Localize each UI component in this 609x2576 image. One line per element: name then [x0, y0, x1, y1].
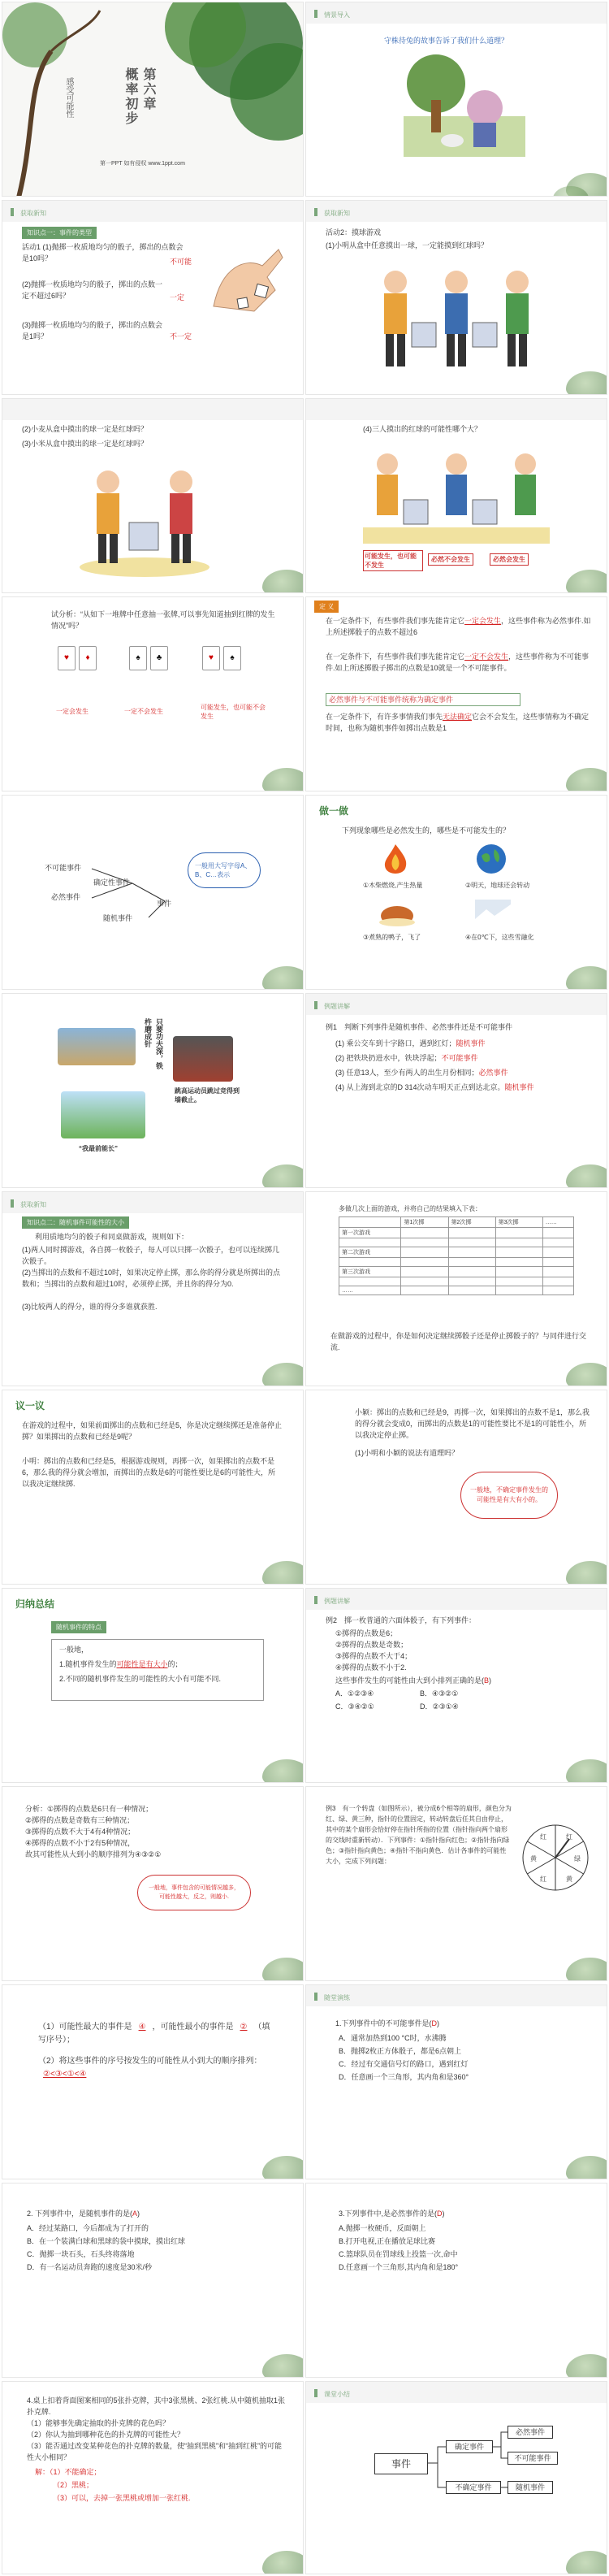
slide-practice3	[305, 2183, 607, 2378]
table-row	[339, 1277, 574, 1286]
spinner-label: 红	[540, 1833, 546, 1841]
example1-item-1: (1) 乘公交车到十字路口，遇到红灯；随机事件	[335, 1039, 486, 1047]
title-sub: 感受可能性	[64, 77, 73, 118]
three-boxes-illustration	[363, 440, 550, 545]
table-footnote: 在做游戏的过程中，你是如何决定继续掷骰子还是停止掷骰子的？与同伴进行交流.	[330, 1332, 587, 1351]
analysis-1: 分析：①掷得的点数是6只有一种情况；	[25, 1805, 153, 1813]
option-c: C．③④②①	[335, 1702, 374, 1711]
duck-icon	[379, 900, 415, 927]
knowledge-tag: 知识点一：事件的类型	[22, 227, 97, 239]
game-rule-1: (1)两人同时掷游戏，各自掷一枚骰子，每人可以只掷一次骰子，也可以连续掷几次骰子。	[22, 1246, 280, 1265]
activity-q3: (3)抛掷一枚质地均匀的骰子，掷出的点数会是1吗？	[22, 321, 163, 340]
try-item-2: ②明天，地球还会转动	[465, 882, 530, 889]
table-caption: 多做几次上面的游戏，并将自己的结果填入下表：	[339, 1205, 482, 1212]
example2-item-1: ①掷得的点数是6；	[335, 1629, 398, 1637]
table-row: ……	[339, 1286, 574, 1295]
spinner-label: 绿	[574, 1855, 581, 1863]
node-event: 事件	[157, 900, 172, 908]
option-a: A．①②③④	[335, 1689, 374, 1698]
table-header: 第1次掷	[401, 1217, 448, 1228]
option-d: D．②③①④	[420, 1702, 459, 1711]
slide-summary-map	[305, 2381, 607, 2574]
result-random: 可能发生，也可能不会发生	[201, 704, 266, 720]
practice4-q3: （3）能否通过改变某种花色的扑克牌的数量，使“抽到黑桃”和“抽到红桃”的可能性大小相同？	[27, 2442, 282, 2461]
three-kids-illustration	[371, 258, 542, 379]
section-label: 例题讲解	[324, 1003, 350, 1010]
conclusion-1: 可能发生，也可能不发生	[363, 550, 423, 571]
practice4-q1: （1）能够事先确定抽取的扑克牌的花色吗？	[27, 2419, 171, 2427]
summary-undetermined: 不确定事件	[446, 2481, 501, 2494]
photo-workers	[58, 1028, 136, 1065]
discuss-xiaoying: 小颖：掷出的点数和已经是9，再掷一次，如果掷出的点数不是1，那么我的得分就会变成0，而掷出的点数是1的可能性要比不是1的可能性小，所以我决定停止掷。	[355, 1408, 590, 1439]
two-kids-illustration	[76, 458, 214, 579]
table-header-row	[339, 1217, 574, 1228]
snow-icon	[475, 900, 511, 927]
node-random: 随机事件	[103, 914, 133, 922]
option-a: A．通常加热到100 °C时，水沸腾	[339, 2034, 447, 2042]
section-label: 随堂演练	[324, 1994, 350, 2001]
game-rule-3: (3)比较两人的得分，谁的得分多谁就获胜.	[22, 1303, 158, 1311]
knowledge-tag: 知识点二：随机事件可能性的大小	[22, 1216, 129, 1229]
discuss-question: 在游戏的过程中，如果前面掷出的点数和已经是5，你是决定继续掷还是准备停止掷？如果掷出的点数和已经是9呢？	[22, 1421, 283, 1441]
slide-example3	[305, 1786, 607, 1981]
spinner-wheel	[520, 1823, 590, 1893]
section-label: 获取新知	[20, 210, 46, 217]
table-row: 第二次游戏	[339, 1247, 574, 1258]
slide-ball-q4	[305, 398, 607, 593]
example3-answer-1: （1）可能性最大的事件是 ④ ，可能性最小的事件是 ② （填写序号）；	[38, 2023, 270, 2045]
try-item-4: ④在0℃下，这些雪融化	[465, 934, 534, 941]
option-d: D．任意画一个三角形，其内角和是360°	[339, 2073, 469, 2081]
analysis-4: ④掷得的点数不小于2有5种情况，	[25, 1839, 136, 1847]
activity-q2: (2)抛掷一枚质地均匀的骰子，掷出的点数一定不超过6吗？	[22, 280, 163, 300]
section-tag: 归纳总结	[11, 1595, 59, 1612]
summary-intro: 一般地，	[59, 1646, 89, 1654]
result-certain: 一定会发生	[56, 708, 89, 715]
caption-3: “我最前能长”	[79, 1145, 118, 1152]
slide-cards	[2, 596, 304, 791]
rabbit-tree-illustration	[404, 51, 525, 157]
node-certain: 必然事件	[51, 893, 81, 901]
practice4-answer-3: （3）可以，去掉一张黑桃或增加一张红桃.	[53, 2494, 191, 2502]
slide-event-types	[2, 200, 304, 395]
slide-definition	[305, 596, 607, 791]
earth-icon	[475, 843, 508, 875]
definition-badge: 定 义	[314, 601, 339, 613]
option-c: C．抛掷一块石头，石头终将落地	[27, 2250, 135, 2258]
section-label: 获取新知	[324, 210, 350, 217]
caption-1: 只要功夫深，铁杵磨成针	[144, 1018, 163, 1069]
question-2: (2)小麦从盒中摸出的球一定是红球吗？	[22, 425, 149, 433]
cards-question: 试分析：“从如下一堆牌中任意抽一张牌,可以事先知道抽到红牌的发生情况”吗？	[51, 610, 275, 630]
photo-highjump	[173, 1036, 233, 1082]
summary-impossible: 不可能事件	[508, 2452, 558, 2465]
slide-intro	[305, 2, 607, 197]
dice-record-table	[339, 1216, 574, 1295]
example3-question: 例3 有一个转盘（如图所示），被分成6个相等的扇形，颜色分为红、绿、黄三种，指针的位置固定，转动转盘后任其自由停止，其中的某个扇形会恰好停在指针所指的位置（指针指向两个扇形的交线时重新转动）．下列事件：①指针指向红色；②指针指向绿色；③指针指向黄色；④指针不指向黄色．估计各事件的可能性大小，完成下列问题：	[326, 1805, 512, 1865]
spinner-label: 红	[540, 1876, 546, 1883]
def-certain: 在一定条件下，有些事件我们事先能肯定它一定会发生，这些事件称为必然事件.如上所述掷骰子的点数不超过6	[326, 617, 591, 636]
slide-dice-table	[305, 1191, 607, 1386]
def-determined: 必然事件与不可能事件统称为确定事件	[326, 693, 520, 706]
answer-3: 不一定	[170, 332, 192, 340]
practice2-question: 2. 下列事件中，是随机事件的是(A)	[27, 2210, 140, 2218]
option-c: C．经过有交通信号灯的路口，遇到红灯	[339, 2060, 469, 2068]
table-row	[339, 1258, 574, 1267]
result-impossible: 一定不会发生	[124, 708, 163, 715]
slide-example3-answer	[2, 1984, 304, 2179]
card-diamond: ♦	[79, 646, 97, 670]
activity-title: 活动2：摸球游戏	[326, 228, 382, 236]
table-row: 第一次游戏	[339, 1228, 574, 1238]
card-heart-2: ♥	[202, 646, 220, 670]
option-a: A．经过某路口，今后都成为了打开的	[27, 2224, 149, 2232]
intro-question: 守株待兔的故事告诉了我们什么道理？	[384, 37, 509, 45]
answer-1: 不可能	[170, 258, 192, 266]
summary-point-1: 1.随机事件发生的可能性是有大小的；	[59, 1660, 183, 1668]
caption-2: 跳高运动员跳过竞得到墙截止。	[175, 1087, 240, 1104]
conclusion-2: 必然不会发生	[428, 553, 473, 566]
cards-group-3	[202, 646, 241, 670]
summary-map-lines	[306, 2382, 607, 2574]
cards-group-1	[58, 646, 97, 670]
try-question: 下列现象哪些是必然发生的，哪些是不可能发生的？	[342, 826, 511, 835]
practice3-question: 3.下列事件中,是必然事件的是(D)	[339, 2210, 445, 2218]
option-b: B．抛掷2枚正方体骰子，都是6点朝上	[339, 2047, 462, 2055]
cards-group-2	[129, 646, 168, 670]
section-label: 获取新知	[20, 1201, 46, 1208]
discuss-bubble: 一般地，不确定事件发生的可能性是有大有小的。	[460, 1472, 558, 1519]
slide-example1	[305, 993, 607, 1188]
try-item-1: ①木柴燃烧,产生热量	[363, 882, 423, 889]
photo-field	[61, 1091, 145, 1138]
card-club: ♣	[150, 646, 168, 670]
option-d: D.任意画一个三角形,其内角和是180°	[339, 2263, 459, 2271]
section-label: 例题讲解	[324, 1598, 350, 1605]
discuss-q1: (1)小明和小颖的说法有道理吗？	[355, 1449, 460, 1457]
slide-analysis	[2, 1786, 304, 1981]
activity-q1: 活动1 (1)抛掷一枚质地均匀的骰子，掷出的点数会是10吗？	[22, 243, 184, 262]
slide-discuss	[2, 1390, 304, 1585]
section-tag: 做一做	[314, 802, 353, 819]
try-item-3: ③煮熟的鸭子，飞了	[363, 934, 421, 941]
title-footer: 第一PPT 如有侵权 www.1ppt.com	[100, 161, 185, 167]
conclusion-3: 必然会发生	[490, 553, 529, 566]
summary-certain: 必然事件	[508, 2426, 553, 2439]
slide-practice1	[305, 1984, 607, 2179]
slide-event-tree	[2, 795, 304, 990]
slide-ball-game	[305, 200, 607, 395]
node-determined: 确定性事件	[93, 878, 131, 887]
card-spade: ♠	[129, 646, 147, 670]
practice4-question: 4.桌上扣着背面图案相同的5张扑克牌，其中3张黑桃、2张红桃.从中随机抽取1张扑克牌.	[27, 2396, 286, 2416]
knowledge-tag: 随机事件的特点	[51, 1621, 106, 1633]
example1-question: 例1 判断下列事件是随机事件、必然事件还是不可能事件	[326, 1023, 513, 1031]
example2-item-4: ④掷得的点数不小于2.	[335, 1663, 407, 1672]
example2-question: 例2 掷一枚普通的六面体骰子，有下列事件：	[326, 1616, 477, 1624]
option-b: B.打开电视,正在播放足球比赛	[339, 2237, 436, 2245]
summary-root: 事件	[374, 2453, 428, 2474]
game-rule-2: (2)当掷出的点数和不超过10时，如果决定停止掷，那么你的得分就是所掷出的点数和；当掷出的点数和超过10时，必须停止掷，并且你的得分为0.	[22, 1268, 281, 1288]
title-chapter: 第六章	[141, 67, 155, 111]
section-label: 课堂小结	[324, 2391, 350, 2398]
slide-header	[306, 2, 607, 24]
practice4-answer-1: 解：（1）不能确定；	[35, 2468, 102, 2476]
game-intro: 利用质地均匀的骰子和同桌做游戏，规则如下：	[35, 1233, 189, 1241]
slide-discuss2	[305, 1390, 607, 1585]
answer-2: 一定	[170, 293, 185, 301]
spinner-label: 黄	[530, 1855, 537, 1863]
slide-try	[305, 795, 607, 990]
summary-random: 随机事件	[508, 2481, 553, 2494]
slide-example2	[305, 1588, 607, 1783]
practice4-answer-2: （2）黑桃；	[53, 2481, 94, 2489]
slide-title	[2, 2, 304, 197]
hand-dice-illustration	[197, 233, 287, 323]
analysis-2: ②掷得的点数是奇数有三种情况；	[25, 1816, 135, 1824]
section-label: 情景导入	[324, 11, 350, 19]
slide-practice4	[2, 2381, 304, 2574]
example1-item-4: (4) 从上海到北京的D 314次动车明天正点到达北京。随机事件	[335, 1083, 534, 1091]
analysis-3: ③掷得的点数不大于4有4种情况；	[25, 1828, 136, 1836]
table-row: 第三次游戏	[339, 1267, 574, 1277]
spinner-label: 红	[566, 1833, 572, 1841]
table-row	[339, 1238, 574, 1247]
analysis-bubble: 一般地，事件包含的可能情况越多，可能性越大，反之，则越小.	[137, 1875, 251, 1910]
title-main: 概率初步	[123, 67, 137, 126]
slide-summary-random	[2, 1588, 304, 1783]
example2-ask: 这些事件发生的可能性由大到小排列正确的是(B)	[335, 1676, 492, 1685]
section-tag: 议一议	[11, 1397, 50, 1414]
event-note: 一般用大写字母A、B、C…表示	[188, 852, 261, 888]
option-a: A.抛掷一枚硬币，反面朝上	[339, 2224, 426, 2232]
discuss-xiaoming: 小明：掷出的点数和已经是5，根据游戏规则，再掷一次，如果掷出的点数不是6，那么我的得分就会增加，而掷出的点数是6的可能性要比是6的可能性大，所以我决定继续掷.	[22, 1457, 276, 1488]
node-impossible: 不可能事件	[45, 864, 82, 872]
def-random: 在一定条件下，有许多事情我们事先无法确定它会不会发生，这些事情称为不确定时间，也称为随机事件如掷出点数是1	[326, 713, 590, 732]
practice4-q2: （2）你认为抽到哪种花色的扑克牌的可能性大？	[27, 2431, 185, 2439]
slide-practice2	[2, 2183, 304, 2378]
option-c: C.篮球队员在罚球线上投篮一次,命中	[339, 2250, 458, 2258]
spinner-label: 黄	[566, 1876, 572, 1883]
table-header: 第2次掷	[448, 1217, 495, 1228]
table-header: ……	[542, 1217, 573, 1228]
example1-item-2: (2) 把铁块扔进水中，铁块浮起；不可能事件	[335, 1054, 478, 1062]
option-d: D．有一名运动员奔跑的速度是30米/秒	[27, 2263, 153, 2271]
practice1-question: 1.下列事件中的不可能事件是(D)	[335, 2019, 440, 2027]
example2-item-2: ②掷得的点数是奇数；	[335, 1641, 408, 1649]
example1-item-3: (3) 任意13人，至少有两人的出生月份相同；必然事件	[335, 1069, 508, 1077]
example3-answer-2: （2）将这些事件的序号按发生的可能性从小到大的顺序排列：②<③<①<④	[38, 2057, 262, 2079]
slide-knowledge2	[2, 1191, 304, 1386]
example2-item-3: ③掷得的点数不大于4；	[335, 1652, 412, 1660]
fire-icon	[379, 843, 412, 875]
summary-determined: 确定事件	[446, 2440, 493, 2453]
question-3: (3)小米从盒中摸出的球一定是红球吗？	[22, 440, 149, 448]
event-tree-lines	[2, 796, 304, 990]
card-spade-2: ♠	[223, 646, 241, 670]
option-b: B．④③②①	[420, 1689, 459, 1698]
slide-examples-pics	[2, 993, 304, 1188]
summary-point-2: 2.不同的随机事件发生的可能性的大小有可能不同.	[59, 1675, 222, 1683]
table-header: 第3次掷	[495, 1217, 542, 1228]
slide-ball-q2	[2, 398, 304, 593]
analysis-5: 故其可能性从大到小的顺序排列为④③②①	[25, 1850, 162, 1858]
activity-q1: (1)小明从盒中任意摸出一球，一定能摸到红球吗？	[326, 241, 489, 249]
question-4: (4)三人摸出的红球的可能性哪个大？	[363, 425, 482, 433]
card-heart: ♥	[58, 646, 76, 670]
def-impossible: 在一定条件下，有些事件我们事先能肯定它一定不会发生，这些事件称为不可能事件.如上所述掷骰子掷出的点数是10就是一个不可能事件。	[326, 653, 590, 672]
option-b: B．在一个装满白球和黑球的袋中摸球，摸出红球	[27, 2237, 186, 2245]
